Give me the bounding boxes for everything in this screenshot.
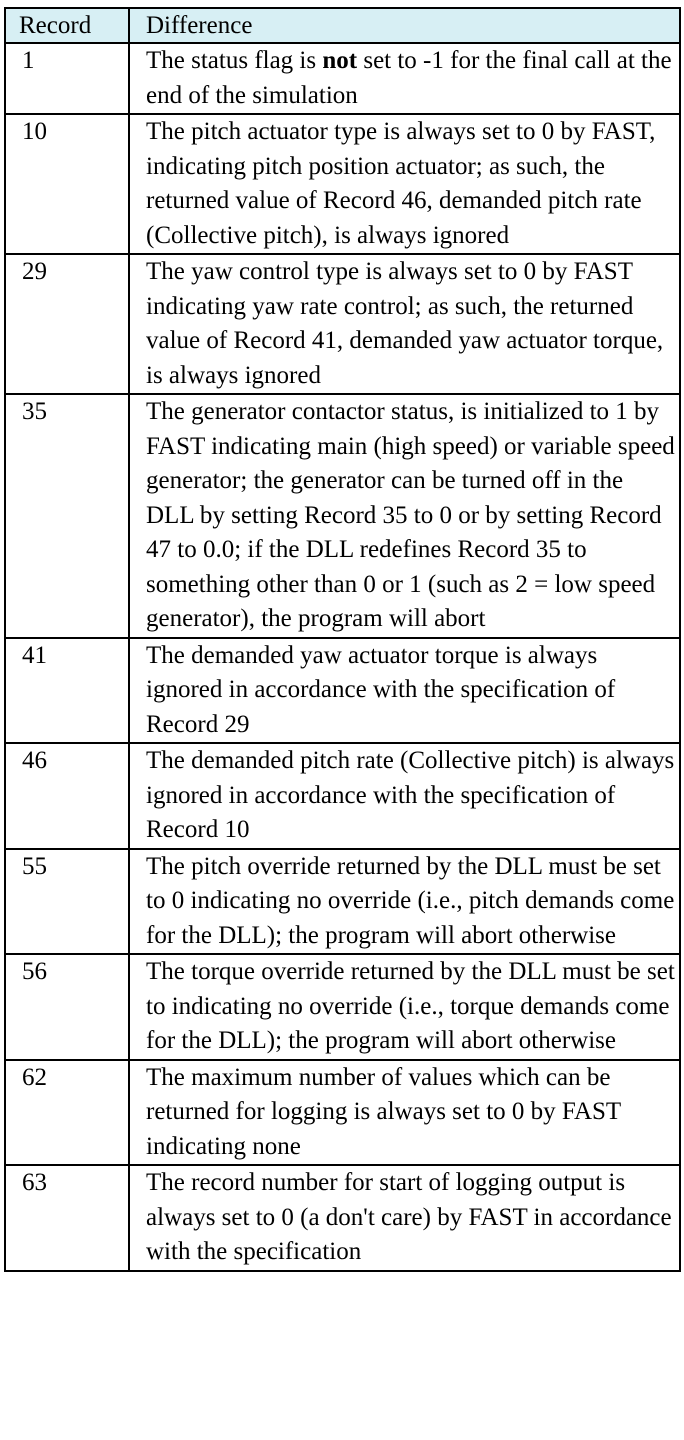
- record-difference: The demanded yaw actuator torque is always ignored in accordance with the specification of Record 29: [129, 638, 680, 744]
- header-row: [5, 8, 680, 43]
- record-number: 62: [5, 1060, 129, 1166]
- difference-text: set to -1 for the final call at the end of the simulation: [146, 47, 672, 109]
- records-table: [4, 7, 681, 1272]
- table-row: [5, 954, 680, 1060]
- record-difference: The yaw control type is always set to 0 by FAST indicating yaw rate control; as such, the returned value of Record 41, demanded yaw actuator torque, is always ignored: [129, 254, 680, 394]
- record-difference: The torque override returned by the DLL must be set to indicating no override (i.e., torque demands come for the DLL); the program will abort otherwise: [129, 954, 680, 1060]
- record-number: 56: [5, 954, 129, 1060]
- record-number: 55: [5, 849, 129, 955]
- header-record: Record: [5, 8, 129, 43]
- table-row: [5, 1060, 680, 1166]
- record-number: 35: [5, 394, 129, 638]
- record-difference: [129, 43, 680, 114]
- record-difference: The demanded pitch rate (Collective pitch) is always ignored in accordance with the specification of Record 10: [129, 743, 680, 849]
- record-difference: The pitch actuator type is always set to 0 by FAST, indicating pitch position actuator; as such, the returned value of Record 46, demanded pitch rate (Collective pitch), is always ignored: [129, 114, 680, 254]
- difference-emphasis: not: [322, 47, 358, 74]
- table-row: [5, 743, 680, 849]
- header-difference: Difference: [129, 8, 680, 43]
- table-row: [5, 43, 680, 114]
- table-row: [5, 849, 680, 955]
- record-difference: The maximum number of values which can be returned for logging is always set to 0 by FAST indicating none: [129, 1060, 680, 1166]
- table-row: [5, 1165, 680, 1271]
- record-number: 10: [5, 114, 129, 254]
- record-difference: The record number for start of logging output is always set to 0 (a don't care) by FAST in accordance with the specification: [129, 1165, 680, 1271]
- record-number: 63: [5, 1165, 129, 1271]
- table-row: [5, 638, 680, 744]
- record-number: 41: [5, 638, 129, 744]
- record-number: 46: [5, 743, 129, 849]
- record-number: 29: [5, 254, 129, 394]
- record-number: 1: [5, 43, 129, 114]
- difference-text: The status flag is: [146, 47, 323, 74]
- table-row: [5, 254, 680, 394]
- record-difference: The generator contactor status, is initialized to 1 by FAST indicating main (high speed) or variable speed generator; the generator can be turned off in the DLL by setting Record 35 to 0 or by setting Record 47 to 0.0; if the DLL redefines Record 35 to something other than 0 or 1 (such as 2 = low speed generator), the program will abort: [129, 394, 680, 638]
- table-row: [5, 394, 680, 638]
- record-difference: The pitch override returned by the DLL must be set to 0 indicating no override (i.e., pitch demands come for the DLL); the program will abort otherwise: [129, 849, 680, 955]
- table-row: [5, 114, 680, 254]
